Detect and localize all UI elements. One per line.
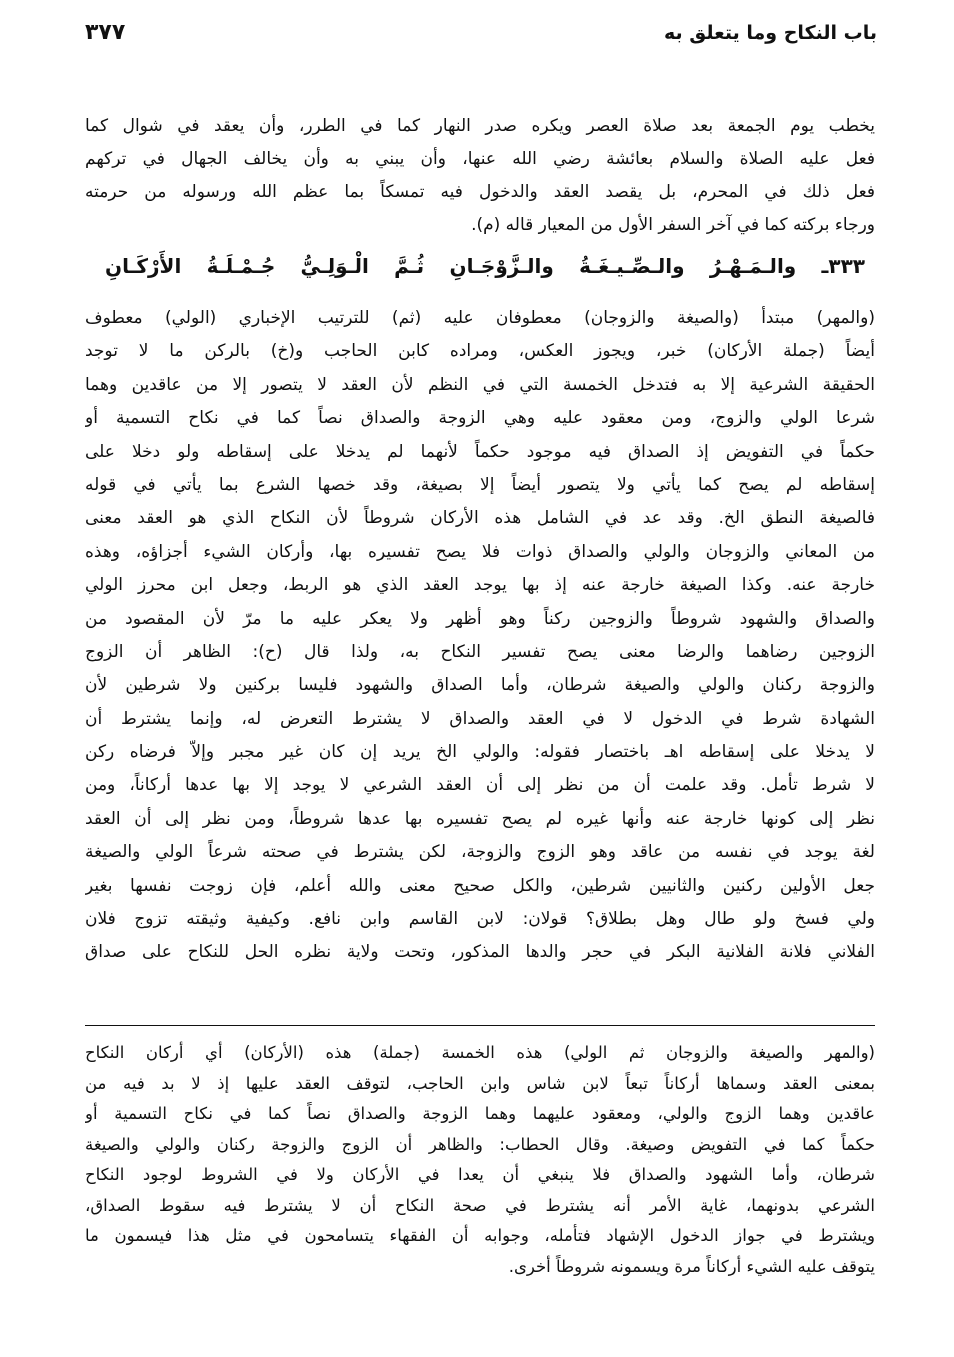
- text-line: حكماً كما في التفويض وصيغة. وقال الحطاب: والظاهر أن الزوج والزوجة ركنان والولي والصيغة: [85, 1134, 875, 1154]
- text-line: لا شرط تأمل. وقد علمت أن من نظر إلى أن العقد الشرعي لا يوجد إلا بها عدها أركاناً، ومن: [85, 775, 875, 796]
- text-line: شرطان، وأما الشهود والصداق فلا ينبغي أن يعدا في الأركان ولا في الشروط لوجود النكاح: [85, 1165, 875, 1184]
- text-line: بمعنى العقد وسماها أركاناً تبعاً لابن شاس وابن الحاجب، لتوقف العقد عليها إذ لا بد فيه من: [85, 1073, 875, 1093]
- text-line: إسقاطه لم يصح كما يأتي ولا يتصور أيضاً إلا بصيغة، وقد خصها الشرع بما يأتي في قوله: [85, 474, 875, 495]
- text-line: نظر إلى كونها خارجة عنه وأنها غيره لم يصح تفسيره بها عدها شروطاً، ومن نظر إلى أن العقد: [85, 808, 875, 829]
- intro-paragraph: [85, 110, 875, 242]
- text-line: جعل الأولين ركنين والثانيين شرطين، والكل صحيح معنى والله أعلم، فإن زوجت نفسها بغير: [85, 875, 875, 896]
- text-line: الشرعي بدونهما، غاية الأمر أنه يشترط في صحة النكاح أن لا يشترط فيه سقوط الصداق،: [85, 1195, 875, 1215]
- footnote-block: [85, 1038, 875, 1282]
- text-line: ويشترط في جواز الدخول الإشهاد فتأمله، وجوابه أن الفقهاء يتسامحون في مثل هذا فيسمون ما: [85, 1226, 875, 1245]
- text-line: الشهادة شرط في الدخول لا في العقد والصداق لا يشترط التعرض له، وإنما يشترط أن: [85, 708, 875, 729]
- text-line: عاقدين وهما الزوج والولي، ومعقود عليهما وهما الزوجة والصداق نصاً كما في نكاح التسمية أو: [85, 1104, 875, 1123]
- text-line: أيضاً (جملة الأركان) خبر، ويجوز العكس، ومراده كابن الحاجب و(خ) بالركن ما لا توجد: [85, 341, 875, 362]
- text-line: يتوقف عليه الشيء أركاناً مرة ويسمونه شروطاً أخرى.: [508, 1256, 875, 1276]
- text-line: الفلاني فلانة الفلانية البكر في حجر والدها المذكور، وتحت ولاية نظره الحل للنكاح على صداق: [85, 942, 875, 963]
- text-line: (والمهر) مبتدأ (والصيغة والزوجان) معطوفان عليه (ثم) للترتيب الإخباري (الولي) معطوف: [85, 308, 875, 328]
- text-line: فعل عليه الصلاة والسلام بعائشة رضي الله عنها، وأن يبني به وأن يخالف الجهال في تركهم: [85, 149, 875, 169]
- text-line: لغة يوجد في نفسه من عاقد وهو الزوج والزوجة، لكن يشترط في صحته شرعاً الولي والصيغة: [85, 842, 875, 863]
- text-line: والصداق والشهود شروطاً والزوجين ركناً وهو أظهر ولا يعكر عليه ما مرّ لأن المقصود من: [85, 608, 875, 629]
- text-line: فالصيغة النطق الخ. وقد عد في الشامل هذه الأركان شروطاً لأن النكاح الذي هو العقد معنى: [85, 508, 875, 529]
- page-number: ٣٧٧: [85, 20, 126, 45]
- text-line: الزوجين رضاهما والرضا معنى يصح تفسير النكاح به، ولذا قال (ح): الظاهر أن الزوج: [85, 641, 875, 662]
- text-line: خارجة عنه. وكذا الصيغة خارجة عنه إذ بها يوجد العقد الذي هو الربط، وجعل ابن محرز الولي: [85, 575, 875, 596]
- commentary-body: [85, 302, 875, 970]
- text-line: يخطب يوم الجمعة بعد صلاة العصر ويكره صدر النهار كما في الطرر، وأن يعقد في شوال كما: [85, 116, 875, 136]
- text-line: الحقيقة الشرعية إلا به فتدخل الخمسة التي في النظم لأن العقد لا يتصور إلا من عاقدين وهما: [85, 374, 875, 395]
- text-line: من المعاني والزوجان والولي والصداق ذوات فلا يصح تفسيره بها، وأركان الشيء أجزاؤه، وهذه: [85, 541, 875, 562]
- text-line: فعل ذلك في المحرم، بل يقصد العقد والدخول فيه تمسكاً بما عظم الله ورسوله من حرمته: [85, 182, 875, 202]
- text-line: لا يدخلا على إسقاطه اهـ باختصار فقوله: والولي الخ يريد إن كان غير مجبر وإلاّ فرضاه ركن: [85, 742, 875, 763]
- verse-heading: ٣٣٣ـ والـمَـهْـرُ والـصِّـيـغَـةُ والـزَّوْجَـانِ ثُـمَّ الْـوَلِـيُّ جُـمْـلَـةُ الأَرْكَـانِ: [105, 254, 865, 278]
- text-line: ورجاء بركته كما في آخر السفر الأول من المعيار قاله (م).: [471, 215, 875, 235]
- footnote-separator: [85, 1025, 875, 1026]
- page-header: [85, 18, 877, 52]
- text-line: حكماً في التفويض إذ الصداق فيه موجود حكماً لأنهما لم يدخلا على إسقاطه ولو دخلا على: [85, 441, 875, 462]
- text-line: شرعا الولي والزوج، ومن معقود عليه وهي الزوجة والصداق نصاً كما في نكاح التسمية أو: [85, 408, 875, 429]
- running-title: باب النكاح وما يتعلق به: [664, 22, 877, 44]
- text-line: والزوجة ركنان والولي والصيغة شرطان، وأما الصداق والشهود فليسا بركنين ولا شرطين لأن: [85, 675, 875, 696]
- text-line: ولي فسخ ولو طال وهل بطلاق؟ قولان: لابن القاسم وابن نافع. وكيفية وثيقته تزوج فلان: [85, 909, 875, 930]
- text-line: (والمهر والصيغة والزوجان ثم الولي) هذه الخمسة (جملة) هذه (الأركان) أي أركان النكاح: [85, 1043, 875, 1062]
